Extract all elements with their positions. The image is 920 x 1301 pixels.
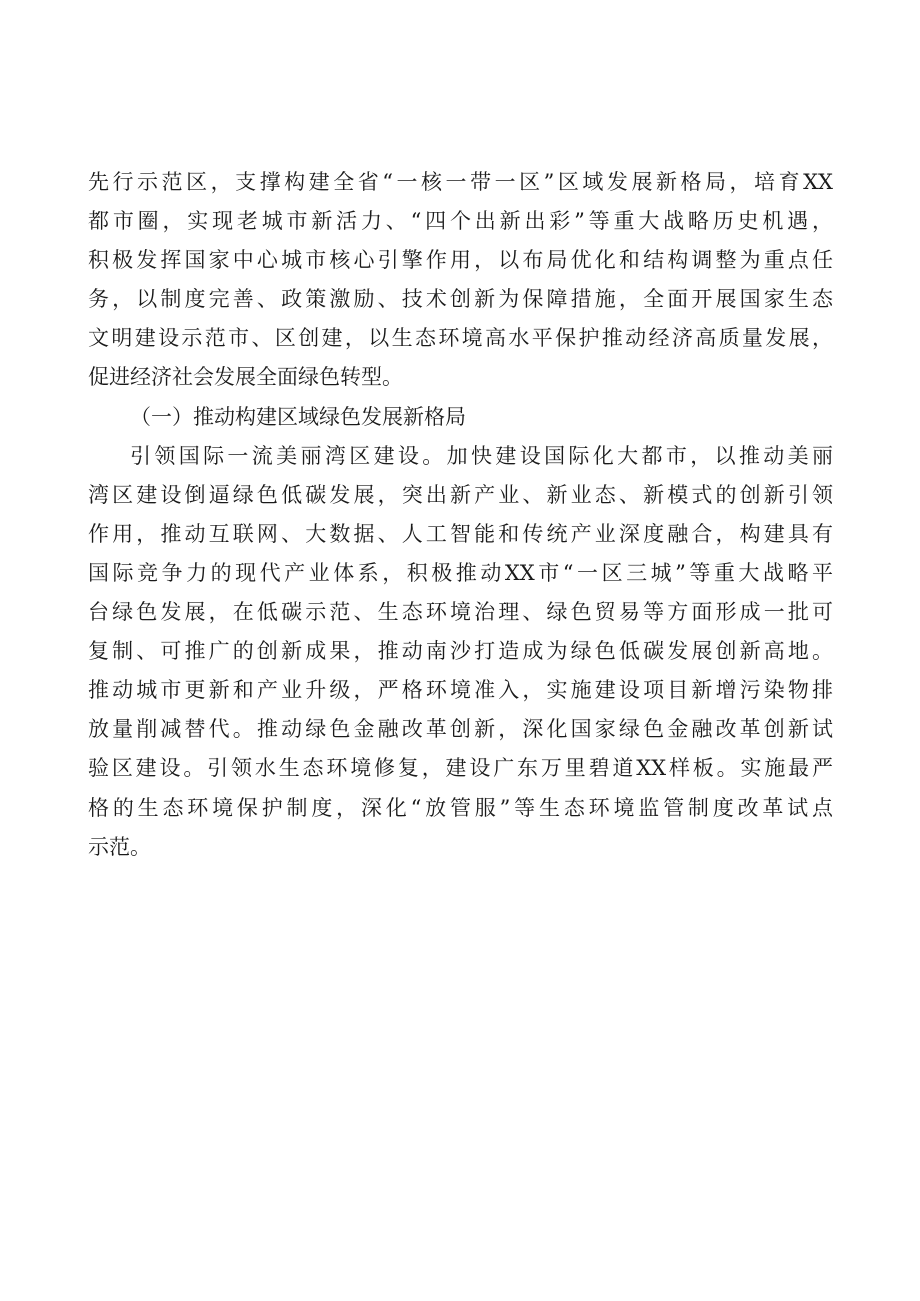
paragraph-1 xyxy=(88,163,833,396)
paragraph-line: 放量削减替代。推动绿色金融改革创新，深化国家绿色金融改革创新试 xyxy=(88,717,833,742)
paragraph-line: 验区建设。引领水生态环境修复，建设广东万里碧道XX样板。实施最严 xyxy=(88,756,833,781)
paragraph-line: 务，以制度完善、政策激励、技术创新为保障措施，全面开展国家生态 xyxy=(88,287,833,312)
paragraph-line: 推动城市更新和产业升级，严格环境准入，实施建设项目新增污染物排 xyxy=(88,678,833,703)
paragraph-line: 促进经济社会发展全面绿色转型。 xyxy=(88,365,403,390)
paragraph-line: 先行示范区，支撑构建全省“一核一带一区”区域发展新格局，培育XX xyxy=(88,170,833,194)
paragraph-line: 格的生态环境保护制度，深化“放管服”等生态环境监管制度改革试点 xyxy=(88,795,833,820)
paragraph-2 xyxy=(88,437,833,866)
paragraph-line: 文明建设示范市、区创建，以生态环境高水平保护推动经济高质量发展， xyxy=(88,326,833,351)
paragraph-line: 复制、可推广的创新成果，推动南沙打造成为绿色低碳发展创新高地。 xyxy=(88,639,833,664)
section-heading: （一）推动构建区域绿色发展新格局 xyxy=(130,404,466,429)
paragraph-line: 国际竞争力的现代产业体系，积极推动XX市“一区三城”等重大战略平 xyxy=(88,560,833,585)
paragraph-line: 示范。 xyxy=(88,834,151,859)
paragraph-line: 湾区建设倒逼绿色低碳发展，突出新产业、新业态、新模式的创新引领 xyxy=(88,482,833,507)
paragraph-line: 作用，推动互联网、大数据、人工智能和传统产业深度融合，构建具有 xyxy=(88,521,833,546)
document-body xyxy=(88,163,833,867)
paragraph-line: 台绿色发展，在低碳示范、生态环境治理、绿色贸易等方面形成一批可 xyxy=(88,600,833,625)
paragraph-line: 积极发挥国家中心城市核心引擎作用，以布局优化和结构调整为重点任 xyxy=(88,248,833,273)
paragraph-line: 引领国际一流美丽湾区建设。加快建设国际化大都市，以推动美丽 xyxy=(130,443,833,468)
paragraph-line: 都市圈，实现老城市新活力、“四个出新出彩”等重大战略历史机遇， xyxy=(88,209,833,234)
